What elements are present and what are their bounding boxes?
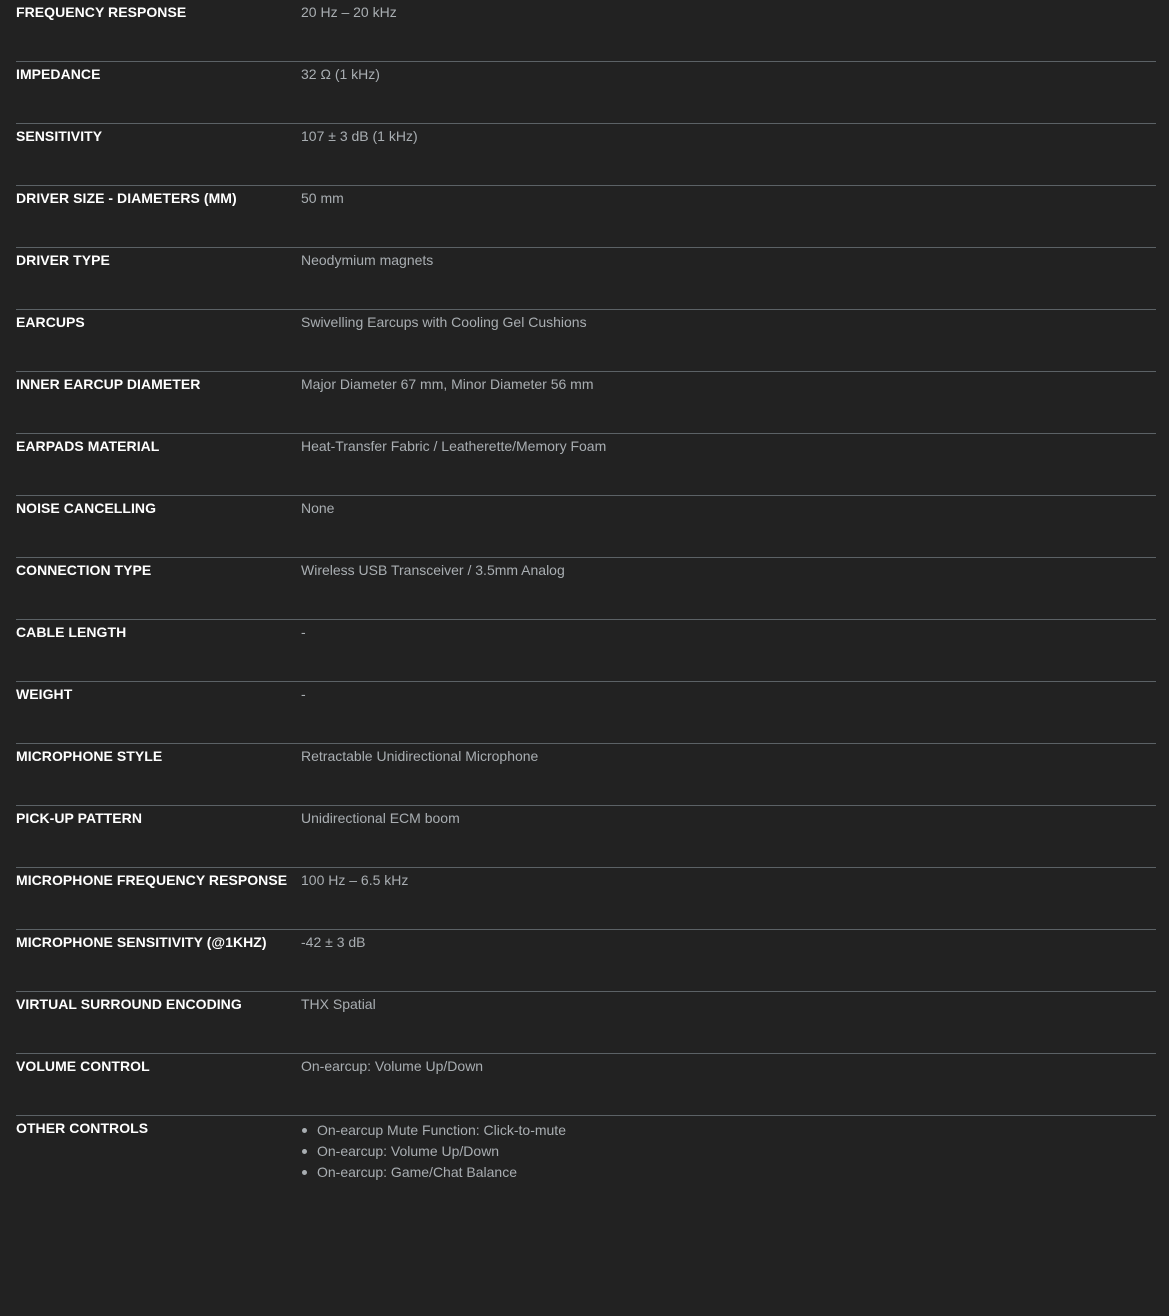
- list-item: [317, 1120, 566, 1141]
- spec-row-earcups: [16, 310, 1156, 372]
- spec-label: FREQUENCY RESPONSE: [16, 4, 187, 20]
- spec-row-microphone-style: [16, 744, 1156, 806]
- spec-row-driver-type: [16, 248, 1156, 310]
- spec-row-other-controls: [16, 1116, 1156, 1316]
- spec-label: WEIGHT: [16, 686, 73, 702]
- spec-value: -: [301, 686, 306, 702]
- spec-table: [16, 0, 1156, 1316]
- bullet-icon: [302, 1170, 307, 1175]
- spec-value: Unidirectional ECM boom: [301, 810, 460, 826]
- spec-value: Retractable Unidirectional Microphone: [301, 748, 539, 764]
- spec-value: Neodymium magnets: [301, 252, 434, 268]
- spec-label: CABLE LENGTH: [16, 624, 127, 640]
- bullet-icon: [302, 1149, 307, 1154]
- spec-label: CONNECTION TYPE: [16, 562, 152, 578]
- spec-label: MICROPHONE FREQUENCY RESPONSE: [16, 872, 288, 888]
- spec-label: MICROPHONE SENSITIVITY (@1KHZ): [16, 934, 267, 950]
- bullet-icon: [302, 1128, 307, 1133]
- spec-value: Heat-Transfer Fabric / Leatherette/Memory Foam: [301, 438, 607, 454]
- list-item: [317, 1141, 566, 1162]
- spec-row-weight: [16, 682, 1156, 744]
- spec-value: On-earcup: Volume Up/Down: [301, 1058, 484, 1074]
- list-item-text: On-earcup: Volume Up/Down: [317, 1143, 500, 1159]
- spec-label: VOLUME CONTROL: [16, 1058, 150, 1074]
- list-item-text: On-earcup: Game/Chat Balance: [317, 1164, 517, 1180]
- spec-value: None: [301, 500, 335, 516]
- list-item-text: On-earcup Mute Function: Click-to-mute: [317, 1122, 566, 1138]
- spec-row-microphone-sensitivity: [16, 930, 1156, 992]
- spec-label: OTHER CONTROLS: [16, 1120, 149, 1136]
- spec-row-inner-earcup-diameter: [16, 372, 1156, 434]
- spec-row-sensitivity: [16, 124, 1156, 186]
- spec-label: NOISE CANCELLING: [16, 500, 157, 516]
- spec-row-driver-size: [16, 186, 1156, 248]
- spec-label: VIRTUAL SURROUND ENCODING: [16, 996, 242, 1012]
- spec-value: Major Diameter 67 mm, Minor Diameter 56 mm: [301, 376, 594, 392]
- spec-value: Swivelling Earcups with Cooling Gel Cushions: [301, 314, 587, 330]
- spec-value: 20 Hz – 20 kHz: [301, 4, 397, 20]
- spec-label: SENSITIVITY: [16, 128, 103, 144]
- spec-value-list: [301, 1120, 566, 1183]
- spec-label: IMPEDANCE: [16, 66, 101, 82]
- spec-label: EARCUPS: [16, 314, 85, 330]
- spec-row-pick-up-pattern: [16, 806, 1156, 868]
- spec-value: Wireless USB Transceiver / 3.5mm Analog: [301, 562, 565, 578]
- spec-row-noise-cancelling: [16, 496, 1156, 558]
- spec-label: EARPADS MATERIAL: [16, 438, 160, 454]
- spec-value: 107 ± 3 dB (1 kHz): [301, 128, 418, 144]
- spec-row-impedance: [16, 62, 1156, 124]
- spec-row-volume-control: [16, 1054, 1156, 1116]
- spec-label: PICK-UP PATTERN: [16, 810, 142, 826]
- spec-value: -: [301, 624, 306, 640]
- spec-row-connection-type: [16, 558, 1156, 620]
- spec-value: THX Spatial: [301, 996, 376, 1012]
- spec-value: 50 mm: [301, 190, 344, 206]
- spec-row-cable-length: [16, 620, 1156, 682]
- spec-label: MICROPHONE STYLE: [16, 748, 163, 764]
- spec-row-virtual-surround-encoding: [16, 992, 1156, 1054]
- spec-label: DRIVER TYPE: [16, 252, 110, 268]
- spec-row-earpads-material: [16, 434, 1156, 496]
- spec-row-microphone-frequency-response: [16, 868, 1156, 930]
- spec-label: INNER EARCUP DIAMETER: [16, 376, 201, 392]
- spec-value: 32 Ω (1 kHz): [301, 66, 380, 82]
- spec-row-frequency-response: [16, 0, 1156, 62]
- spec-value: 100 Hz – 6.5 kHz: [301, 872, 409, 888]
- spec-value: -42 ± 3 dB: [301, 934, 366, 950]
- spec-label: DRIVER SIZE - DIAMETERS (MM): [16, 190, 237, 206]
